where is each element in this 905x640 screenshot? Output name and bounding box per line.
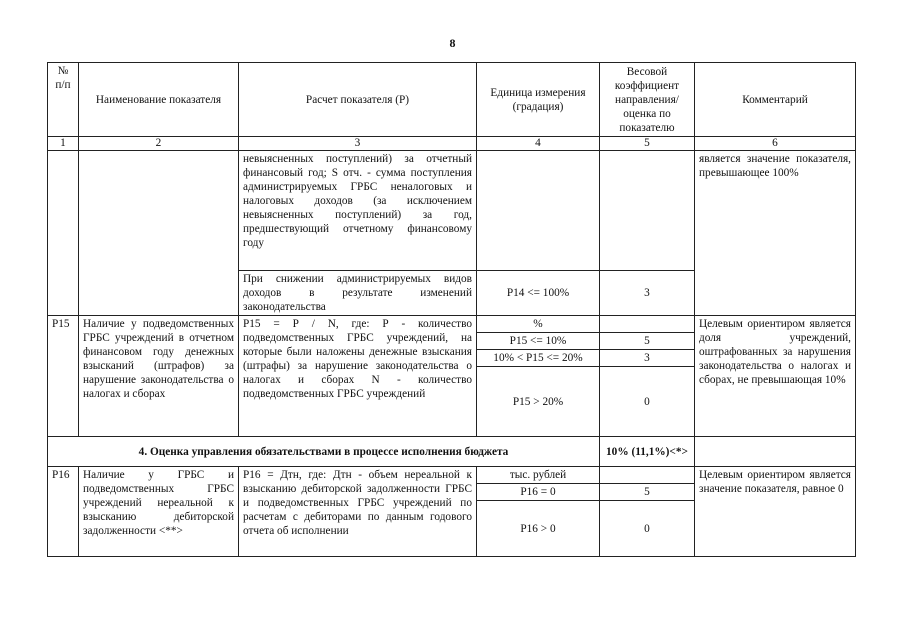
p16-name: Наличие у ГРБС и подведомственных ГРБС учреждений нереальной к взысканию дебиторской задолженности <**>: [79, 467, 239, 557]
p16-num: Р16: [48, 467, 79, 557]
p15-row: [48, 316, 856, 333]
p15-comment: Целевым ориентиром является доля учреждений, оштрафованных за нарушения законодательства о налогах и сборах, не превышающая 10%: [695, 316, 856, 437]
cont-unit2: P14 <= 100%: [477, 271, 600, 316]
cont-num-cell: [48, 151, 79, 316]
p16-score: 5: [600, 484, 695, 501]
col-number: 2: [79, 137, 239, 151]
p15-name: Наличие у подведомственных ГРБС учреждений в отчетном финансовом году денежных взысканий (штрафов) за нарушение законодательства о налогах и сборах: [79, 316, 239, 437]
p16-row: [48, 467, 856, 484]
p16-unit: Р16 = 0: [477, 484, 600, 501]
p15-unit: Р15 > 20%: [477, 367, 600, 437]
p15-num: Р15: [48, 316, 79, 437]
section-row: [48, 437, 856, 467]
p16-score: [600, 467, 695, 484]
col-number: 3: [239, 137, 477, 151]
col-number: 6: [695, 137, 856, 151]
p15-score: [600, 316, 695, 333]
col-number: 1: [48, 137, 79, 151]
p16-unit: тыс. рублей: [477, 467, 600, 484]
continuation-row: [48, 151, 856, 271]
header-row: [48, 63, 856, 137]
page-number: 8: [449, 36, 456, 50]
header-weight: Весовой коэффициент направления/ оценка по показателю: [600, 63, 695, 137]
p15-unit: 10% < Р15 <= 20%: [477, 350, 600, 367]
cont-comment: является значение показателя, превышающее 100%: [695, 151, 856, 316]
cont-score2: 3: [600, 271, 695, 316]
header-comment: Комментарий: [695, 63, 856, 137]
cont-calc: невыясненных поступлений) за отчетный финансовый год; S отч. - сумма поступления администрируемых ГРБС неналоговых и налоговых доходов (за исключением невыясненных поступлений) за год, предшествующий отчетному финансовому году: [239, 151, 477, 271]
p15-unit: %: [477, 316, 600, 333]
p16-comment: Целевым ориентиром является значение показателя, равное 0: [695, 467, 856, 557]
cont-unit: [477, 151, 600, 271]
p15-unit: Р15 <= 10%: [477, 333, 600, 350]
p16-score: 0: [600, 501, 695, 557]
cont-name-cell: [79, 151, 239, 316]
header-num: № п/п: [48, 63, 79, 137]
p15-score: 0: [600, 367, 695, 437]
header-unit: Единица измерения (градация): [477, 63, 600, 137]
p15-calc: Р15 = Р / N, где: Р - количество подведомственных ГРБС учреждений, на которые были наложены денежные взыскания (штрафы) за нарушение законодательства о налогах и сборах N - количество подведомственных ГРБС учреждений: [239, 316, 477, 437]
col-number: 5: [600, 137, 695, 151]
p15-score: 3: [600, 350, 695, 367]
indicators-table: [47, 62, 856, 557]
section-empty: [695, 437, 856, 467]
column-number-row: [48, 137, 856, 151]
section-title: 4. Оценка управления обязательствами в процессе исполнения бюджета: [48, 437, 600, 467]
cont-score: [600, 151, 695, 271]
section-weight: 10% (11,1%)<*>: [600, 437, 695, 467]
header-calc: Расчет показателя (Р): [239, 63, 477, 137]
header-name: Наименование показателя: [79, 63, 239, 137]
p16-unit: Р16 > 0: [477, 501, 600, 557]
cont-calc2: При снижении администрируемых видов доходов в результате изменений законодательства: [239, 271, 477, 316]
p16-calc: Р16 = Дтн, где: Дтн - объем нереальной к взысканию дебиторской задолженности ГРБС и подведомственных ГРБС учреждений по расчетам с дебиторами по данным годового отчета об исполнении: [239, 467, 477, 557]
col-number: 4: [477, 137, 600, 151]
p15-score: 5: [600, 333, 695, 350]
